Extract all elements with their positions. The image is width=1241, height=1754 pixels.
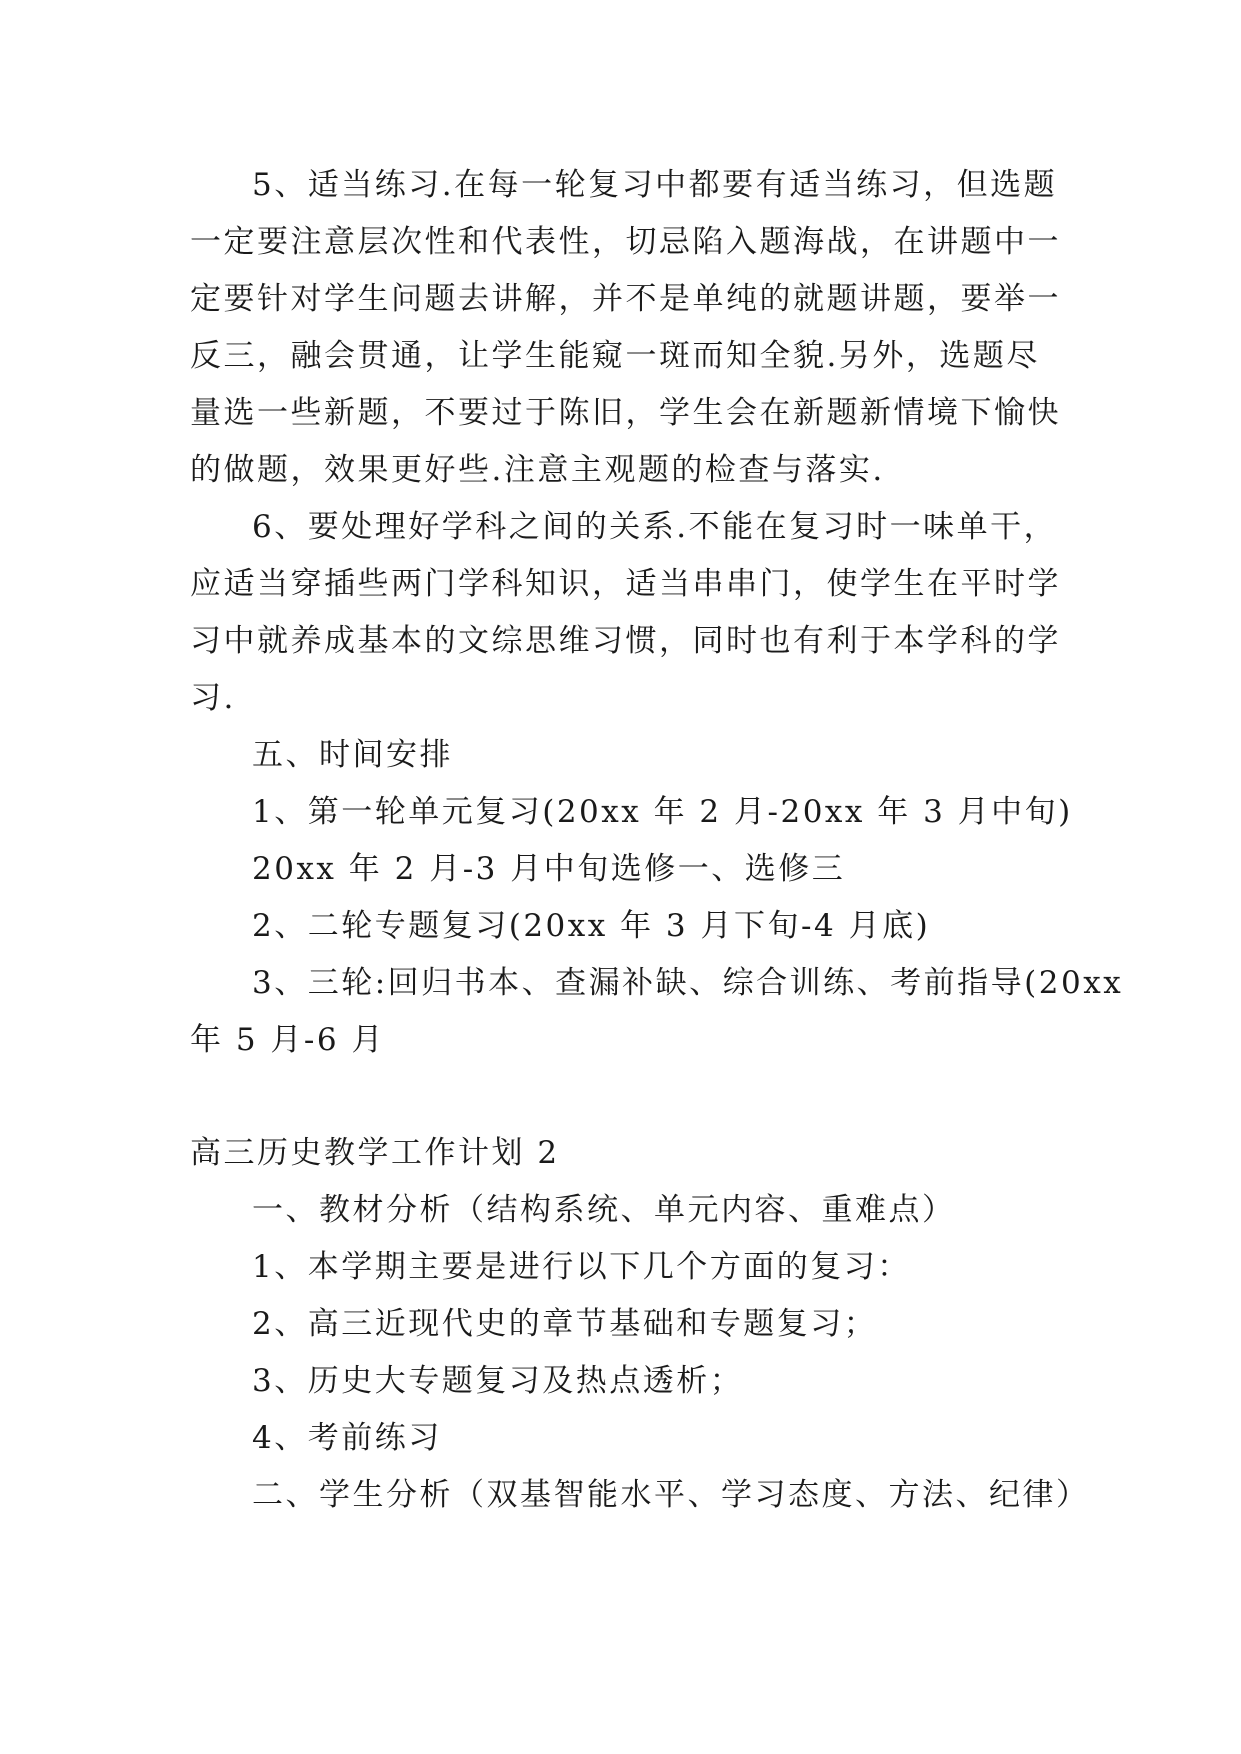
section-heading-schedule: 五、时间安排 bbox=[252, 737, 453, 773]
paragraph-5-line-5: 量选一些新题，不要过于陈旧，学生会在新题新情境下愉快 bbox=[190, 395, 1061, 431]
paragraph-5-line-6: 的做题，效果更好些.注意主观题的检查与落实. bbox=[190, 452, 885, 488]
section-heading-student-analysis: 二、学生分析（双基智能水平、学习态度、方法、纪律） bbox=[252, 1477, 1090, 1513]
schedule-item-3-line-1: 3、三轮:回归书本、查漏补缺、综合训练、考前指导(20xx bbox=[252, 965, 1124, 1001]
paragraph-6-line-2: 应适当穿插些两门学科知识，适当串串门，使学生在平时学 bbox=[190, 566, 1061, 602]
schedule-item-3-line-2: 年 5 月-6 月 bbox=[190, 1022, 385, 1058]
textbook-item-2: 2、高三近现代史的章节基础和专题复习； bbox=[252, 1306, 878, 1342]
schedule-item-2: 2、二轮专题复习(20xx 年 3 月下旬-4 月底) bbox=[252, 908, 931, 944]
paragraph-5-line-3: 定要针对学生问题去讲解，并不是单纯的就题讲题，要举一 bbox=[190, 281, 1061, 317]
schedule-item-1: 1、第一轮单元复习(20xx 年 2 月-20xx 年 3 月中旬) bbox=[252, 794, 1073, 830]
paragraph-6-line-4: 习. bbox=[190, 680, 236, 716]
textbook-item-1: 1、本学期主要是进行以下几个方面的复习： bbox=[252, 1249, 911, 1285]
paragraph-5-line-4: 反三，融会贯通，让学生能窥一斑而知全貌.另外，选题尽 bbox=[190, 338, 1040, 374]
paragraph-6-line-1: 6、要处理好学科之间的关系.不能在复习时一味单干， bbox=[252, 509, 1058, 545]
paragraph-5-line-2: 一定要注意层次性和代表性，切忌陷入题海战，在讲题中一 bbox=[190, 224, 1061, 260]
section-heading-textbook-analysis: 一、教材分析（结构系统、单元内容、重难点） bbox=[252, 1192, 956, 1228]
paragraph-6-line-3: 习中就养成基本的文综思维习惯，同时也有利于本学科的学 bbox=[190, 623, 1061, 659]
paragraph-5-line-1: 5、适当练习.在每一轮复习中都要有适当练习，但选题 bbox=[252, 167, 1058, 203]
textbook-item-4: 4、考前练习 bbox=[252, 1420, 442, 1456]
schedule-item-1-detail: 20xx 年 2 月-3 月中旬选修一、选修三 bbox=[252, 851, 846, 887]
textbook-item-3: 3、历史大专题复习及热点透析； bbox=[252, 1363, 744, 1399]
document-title-plan-2: 高三历史教学工作计划 2 bbox=[190, 1135, 560, 1171]
